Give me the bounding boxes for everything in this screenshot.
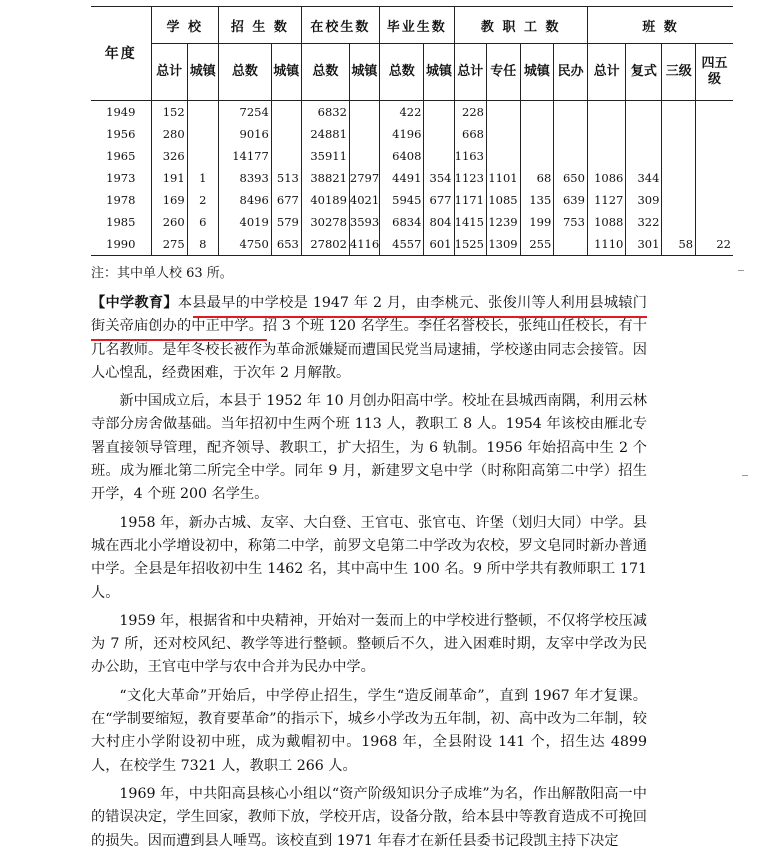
table-cell: 326 bbox=[151, 145, 187, 167]
header-schools-town: 城镇 bbox=[187, 44, 218, 101]
header-schools: 学 校 bbox=[151, 7, 218, 44]
table-cell: 9016 bbox=[218, 123, 271, 145]
table-cell: 322 bbox=[626, 211, 662, 233]
paragraph-6: 1969 年，中共阳高县核心小组以“资产阶级知识分子成堆”为名，作出解散阳高一中的错误决定，学生回家，教师下放，学校开店，设备分散，给本县中等教育造成不可挽回的损失。因而遭到县人唾骂。该校直到 1971 年春才在新任县委书记段凯主持下决定 bbox=[91, 785, 647, 849]
table-cell: 280 bbox=[151, 123, 187, 145]
table-cell bbox=[696, 211, 733, 233]
table-cell: 4196 bbox=[379, 123, 423, 145]
table-cell: 6834 bbox=[379, 211, 423, 233]
table-cell: 275 bbox=[151, 233, 187, 256]
table-cell: 4021 bbox=[349, 189, 379, 211]
paragraph-1-rest: 招 3 个班 120 名学生。李任名誉校长，张纯山任校长，有十几名教师。是年冬校长被作为革命派嫌疑而遭国民党当局逮捕，学校遂由同志会接管。因人心惶乱，经费困难，于次年 2 月解散。 bbox=[91, 318, 647, 381]
header-year: 年度 bbox=[91, 7, 151, 101]
table-cell: 8496 bbox=[218, 189, 271, 211]
table-cell: 135 bbox=[520, 189, 554, 211]
table-cell: 1110 bbox=[587, 233, 625, 256]
table-cell: 639 bbox=[554, 189, 588, 211]
table-cell: 7254 bbox=[218, 101, 271, 124]
table-cell: 650 bbox=[554, 167, 588, 189]
table-cell bbox=[696, 167, 733, 189]
table-cell bbox=[271, 145, 301, 167]
table-cell bbox=[187, 145, 218, 167]
table-row bbox=[91, 123, 733, 145]
header-graduates-town: 城镇 bbox=[424, 44, 454, 101]
table-cell bbox=[662, 123, 696, 145]
header-in-school: 在校生数 bbox=[301, 7, 379, 44]
year-cell: 1949 bbox=[106, 105, 136, 119]
table-cell: 1127 bbox=[587, 189, 625, 211]
table-cell: 2797 bbox=[349, 167, 379, 189]
table-cell bbox=[520, 101, 554, 124]
year-cell: 1965 bbox=[106, 149, 136, 163]
table-cell bbox=[554, 233, 588, 256]
table-cell: 804 bbox=[424, 211, 454, 233]
paragraph-4: 1959 年，根据省和中央精神，开始对一轰而上的中学校进行整顿，不仅将学校压减为 7 所，还对校风纪、教学等进行整顿。整顿后不久，进入困难时期，友宰中学改为民办公助，王官屯中学与农中合并为民办中学。 bbox=[91, 612, 647, 676]
header-classes: 班 数 bbox=[587, 7, 733, 44]
margin-mark bbox=[742, 475, 748, 476]
paragraph-3: 1958 年，新办古城、友宰、大白登、王官屯、张官屯、许堡（划归大同）中学。县城在西北小学增设初中，称第二中学，前罗文皂第二中学改为农校，罗文皂同时新办普通中学。全县是年招收初中生 1462 名，其中高中生 100 名。9 所中学共有教师职工 171 人。 bbox=[91, 514, 647, 601]
table-cell bbox=[587, 145, 625, 167]
table-cell bbox=[486, 145, 520, 167]
red-underline-2 bbox=[91, 339, 267, 341]
table-cell: 4491 bbox=[379, 167, 423, 189]
header-classes-total: 总计 bbox=[587, 44, 625, 101]
paragraph-1-highlighted: 本县最早的中学校是 1947 年 2 月，由李桃元、张俊川等人利用县城辕门街关帝庙创办的中正中学。 bbox=[91, 295, 647, 335]
table-cell: 668 bbox=[454, 123, 486, 145]
paragraph-5: “文化大革命”开始后，中学停止招生，学生“造反闹革命”，直到 1967 年才复课。在“学制要缩短，教育要革命”的指示下，城乡小学改为五年制，初、高中改为二年制，较大村庄小学附设初中班，成为戴帽初中。1968 年，全县附设 141 个，招生达 4899 人，在校学生 7321 人，教职工 266 人。 bbox=[91, 687, 647, 774]
table-cell bbox=[554, 145, 588, 167]
table-cell bbox=[486, 123, 520, 145]
table-row bbox=[91, 145, 733, 167]
table-cell bbox=[662, 145, 696, 167]
table-cell bbox=[662, 167, 696, 189]
table-cell: 24881 bbox=[301, 123, 349, 145]
table-cell bbox=[520, 123, 554, 145]
table-cell bbox=[271, 123, 301, 145]
table-cell: 169 bbox=[151, 189, 187, 211]
header-staff: 教 职 工 数 bbox=[454, 7, 587, 44]
table-cell: 677 bbox=[271, 189, 301, 211]
table-cell: 30278 bbox=[301, 211, 349, 233]
header-classes-grade3: 三级 bbox=[662, 44, 696, 101]
year-cell: 1978 bbox=[106, 193, 136, 207]
table-cell bbox=[424, 123, 454, 145]
table-cell bbox=[587, 123, 625, 145]
table-cell bbox=[696, 101, 733, 124]
table-cell: 344 bbox=[626, 167, 662, 189]
table-cell: 4750 bbox=[218, 233, 271, 256]
table-cell: 58 bbox=[662, 233, 696, 256]
table-cell: 5945 bbox=[379, 189, 423, 211]
table-row bbox=[91, 101, 733, 124]
table-cell: 1101 bbox=[486, 167, 520, 189]
table-cell: 653 bbox=[271, 233, 301, 256]
table-cell bbox=[696, 145, 733, 167]
table-cell: 301 bbox=[626, 233, 662, 256]
table-cell: 191 bbox=[151, 167, 187, 189]
header-classes-multi: 复式 bbox=[626, 44, 662, 101]
table-cell: 3593 bbox=[349, 211, 379, 233]
header-graduates-total: 总数 bbox=[379, 44, 423, 101]
table-note: 注：其中单人校 63 所。 bbox=[91, 266, 233, 281]
margin-mark bbox=[738, 270, 744, 271]
table-cell: 309 bbox=[626, 189, 662, 211]
table-cell bbox=[587, 101, 625, 124]
table-cell: 40189 bbox=[301, 189, 349, 211]
table-cell: 152 bbox=[151, 101, 187, 124]
table-cell bbox=[662, 189, 696, 211]
table-cell: 601 bbox=[424, 233, 454, 256]
table-cell: 255 bbox=[520, 233, 554, 256]
table-cell: 228 bbox=[454, 101, 486, 124]
year-cell: 1973 bbox=[106, 171, 136, 185]
header-schools-total: 总计 bbox=[151, 44, 187, 101]
table-cell bbox=[662, 101, 696, 124]
table-cell: 6 bbox=[187, 211, 218, 233]
header-graduates: 毕业生数 bbox=[379, 7, 454, 44]
table-cell: 35911 bbox=[301, 145, 349, 167]
section-label: 【中学教育】 bbox=[91, 295, 178, 311]
table-cell: 1525 bbox=[454, 233, 486, 256]
table-cell bbox=[349, 145, 379, 167]
table-cell: 1086 bbox=[587, 167, 625, 189]
table-cell: 1088 bbox=[587, 211, 625, 233]
table-cell bbox=[349, 101, 379, 124]
header-classes-grade45: 四五级 bbox=[696, 44, 733, 101]
table-cell: 1415 bbox=[454, 211, 486, 233]
header-staff-total: 总计 bbox=[454, 44, 486, 101]
table-cell bbox=[662, 211, 696, 233]
table-cell bbox=[696, 189, 733, 211]
table-cell: 422 bbox=[379, 101, 423, 124]
table-cell: 6408 bbox=[379, 145, 423, 167]
statistics-table bbox=[91, 6, 733, 256]
table-body bbox=[91, 101, 733, 256]
table-cell: 1123 bbox=[454, 167, 486, 189]
table-cell bbox=[349, 123, 379, 145]
table-cell bbox=[520, 145, 554, 167]
table-cell: 8 bbox=[187, 233, 218, 256]
header-enroll: 招 生 数 bbox=[218, 7, 301, 44]
table-cell: 1239 bbox=[486, 211, 520, 233]
body-text bbox=[91, 292, 647, 858]
header-staff-full-time: 专任 bbox=[486, 44, 520, 101]
table-cell bbox=[696, 123, 733, 145]
header-enroll-town: 城镇 bbox=[271, 44, 301, 101]
red-underline-1 bbox=[193, 316, 647, 318]
table-cell: 260 bbox=[151, 211, 187, 233]
paragraph-2: 新中国成立后，本县于 1952 年 10 月创办阳高中学。校址在县城西南隅，利用云林寺部分房舍做基础。当年招初中生两个班 113 人，教职工 8 人。1954 年该校由雁北专署直接领导管理，配齐领导、教职工，扩大招生，为 6 轨制。1956 年始招高中生 2 个班。成为雁北第二所完全中学。同年 9 月，新建罗文皂中学（时称阳高第二中学）招生开学，4 个班 200 名学生。 bbox=[91, 393, 647, 503]
table-cell: 199 bbox=[520, 211, 554, 233]
table-cell bbox=[626, 145, 662, 167]
table-cell: 68 bbox=[520, 167, 554, 189]
table-cell: 513 bbox=[271, 167, 301, 189]
year-cell: 1990 bbox=[91, 233, 151, 256]
table-cell: 38821 bbox=[301, 167, 349, 189]
table-cell bbox=[187, 101, 218, 124]
header-staff-town: 城镇 bbox=[520, 44, 554, 101]
table-cell: 1309 bbox=[486, 233, 520, 256]
table-cell: 6832 bbox=[301, 101, 349, 124]
table-cell bbox=[554, 101, 588, 124]
table-cell: 579 bbox=[271, 211, 301, 233]
year-cell: 1985 bbox=[106, 215, 136, 229]
table-row bbox=[91, 189, 733, 211]
table-cell bbox=[554, 123, 588, 145]
table-row bbox=[91, 211, 733, 233]
table-cell: 14177 bbox=[218, 145, 271, 167]
table-cell bbox=[486, 101, 520, 124]
table-row bbox=[91, 233, 733, 256]
table-row bbox=[91, 167, 733, 189]
table-cell bbox=[187, 123, 218, 145]
table-cell bbox=[271, 101, 301, 124]
table-cell: 4116 bbox=[349, 233, 379, 256]
table-cell bbox=[626, 123, 662, 145]
header-in-school-total: 总数 bbox=[301, 44, 349, 101]
table-cell: 27802 bbox=[301, 233, 349, 256]
year-cell: 1956 bbox=[106, 127, 136, 141]
header-staff-private: 民办 bbox=[554, 44, 588, 101]
table-cell: 22 bbox=[696, 233, 733, 256]
table-cell: 753 bbox=[554, 211, 588, 233]
table-cell bbox=[424, 145, 454, 167]
table-cell bbox=[626, 101, 662, 124]
table-cell: 1 bbox=[187, 167, 218, 189]
table-cell: 1085 bbox=[486, 189, 520, 211]
table-cell: 1163 bbox=[454, 145, 486, 167]
table-cell: 1171 bbox=[454, 189, 486, 211]
table-cell: 4557 bbox=[379, 233, 423, 256]
table-cell: 354 bbox=[424, 167, 454, 189]
table-cell: 4019 bbox=[218, 211, 271, 233]
table-cell: 2 bbox=[187, 189, 218, 211]
header-enroll-total: 总数 bbox=[218, 44, 271, 101]
table-cell: 677 bbox=[424, 189, 454, 211]
table-cell bbox=[424, 101, 454, 124]
header-in-school-town: 城镇 bbox=[349, 44, 379, 101]
table-cell: 8393 bbox=[218, 167, 271, 189]
